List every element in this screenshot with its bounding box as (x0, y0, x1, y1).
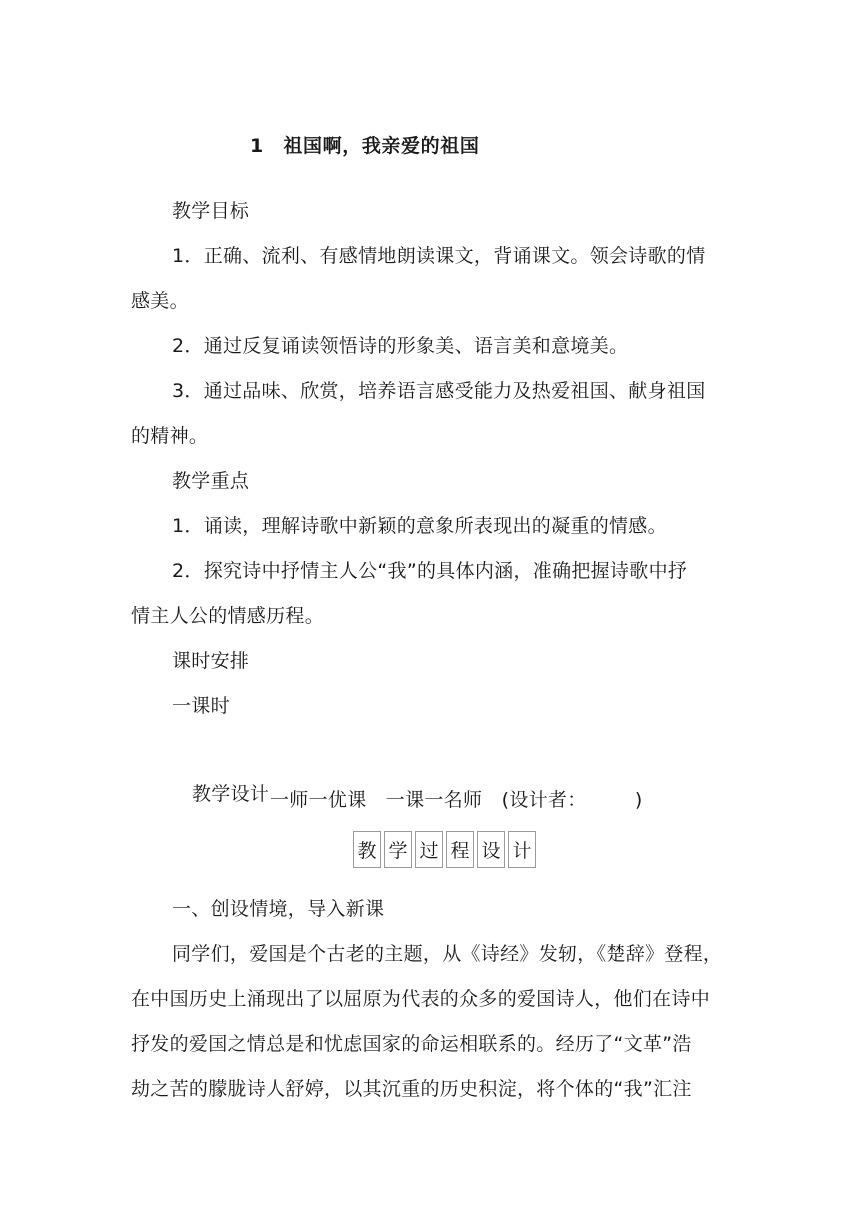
section-1-line-4: 劫之苦的朦胧诗人舒婷，以其沉重的历史积淀，将个体的“我”汇注 (131, 1078, 692, 1100)
process-char-box: 学 (384, 831, 412, 868)
lesson-title: 1 祖国啊，我亲爱的祖国 (250, 135, 480, 157)
schedule-heading: 课时安排 (172, 650, 250, 672)
process-char-box: 过 (415, 831, 443, 868)
process-design-boxes (353, 831, 536, 868)
objectives-heading: 教学目标 (172, 200, 250, 222)
process-char-box: 计 (508, 831, 536, 868)
section-1-line-3: 抒发的爱国之情总是和忧虑国家的命运相联系的。经历了“文革”浩 (131, 1033, 692, 1055)
section-1-line-1: 同学们，爱国是个古老的主题，从《诗经》发轫，《楚辞》登程， (172, 943, 723, 965)
schedule-value: 一课时 (172, 695, 230, 717)
key-points-heading: 教学重点 (172, 470, 250, 492)
process-char-box: 设 (477, 831, 505, 868)
key-point-1: 1．诵读，理解诗歌中新颖的意象所表现出的凝重的情感。 (172, 515, 667, 537)
key-point-2-line-2: 情主人公的情感历程。 (131, 605, 325, 627)
section-1-line-2: 在中国历史上涌现出了以屈原为代表的众多的爱国诗人，他们在诗中 (131, 988, 711, 1010)
objective-1-line-1: 1．正确、流利、有感情地朗读课文，背诵课文。领会诗歌的情 (172, 245, 706, 267)
process-char-box: 教 (353, 831, 381, 868)
process-char-box: 程 (446, 831, 474, 868)
objective-1-line-2: 感美。 (131, 290, 189, 312)
key-point-2-line-1: 2．探究诗中抒情主人公“我”的具体内涵，准确把握诗歌中抒 (172, 560, 688, 582)
objective-3-line-1: 3．通过品味、欣赏，培养语言感受能力及热爱祖国、献身祖国 (172, 380, 706, 402)
objective-2: 2．通过反复诵读领悟诗的形象美、语言美和意境美。 (172, 335, 629, 357)
design-header-label: 教学设计 (192, 783, 270, 805)
objective-3-line-2: 的精神。 (131, 425, 209, 447)
design-header-info: 一师一优课 一课一名师 (设计者： ) (270, 789, 643, 811)
section-1-heading: 一、创设情境，导入新课 (172, 898, 385, 920)
